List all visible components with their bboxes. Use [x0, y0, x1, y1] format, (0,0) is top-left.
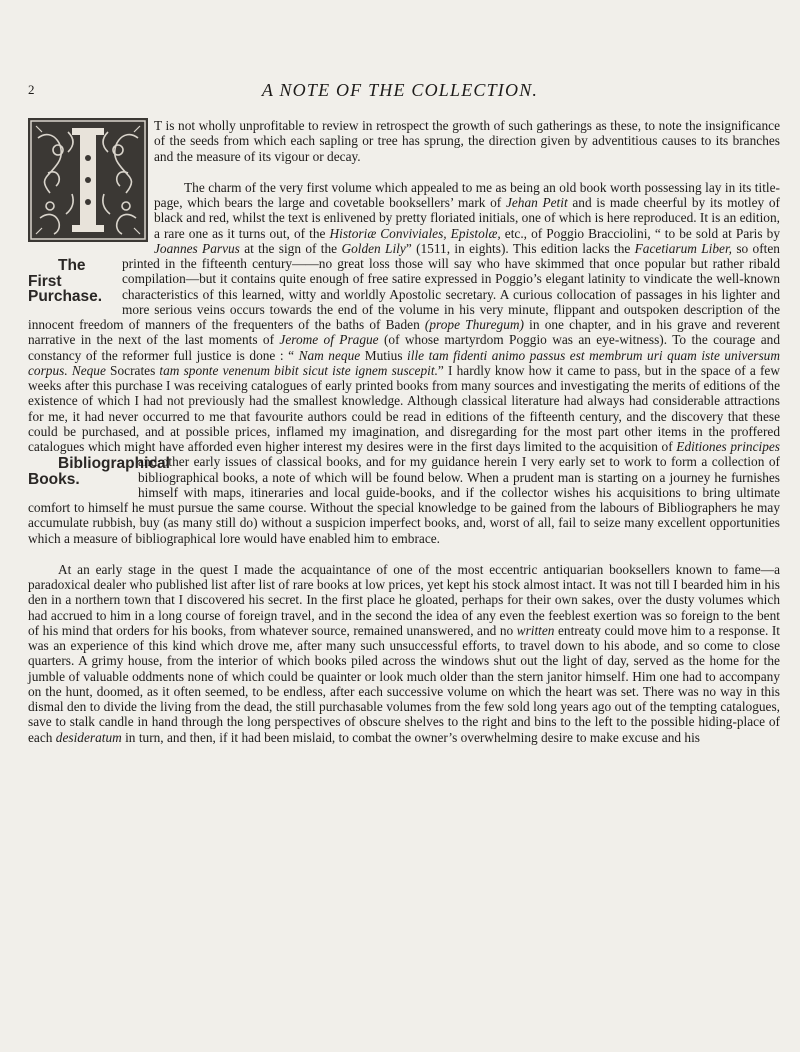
floriated-initial-i-icon: [28, 118, 148, 242]
running-title: A NOTE OF THE COLLECTION.: [261, 80, 539, 100]
running-head: [0, 82, 800, 104]
side-heading-first-purchase: The First Purchase.: [28, 257, 103, 305]
paragraph-first-purchase: The charm of the very first volume which appealed to me as being an old book worth possessing lay in its title-page, which bears the large and covetable booksellers’ mark of Jehan Petit and is made cheerful by its motley of black and red, whilst the text is enlivened by pretty floriated initials, one of which is here reproduced. It is an edition, a rare one as it turns out, of the Historiæ Conviviales, Epistolæ, etc., of Poggio Bracciolini, “ to be sold at Paris by Joannes Parvus at the sign of the Golden Lily” (1511, in eights). This edition lacks the Facetiarum Liber, The First Purchase. so often printed in the fifteenth century——no great loss those will say who have skimmed that once popular but rather ribald compilation—but it contains quite enough of free satire expressed in Poggio’s elegant latinity to vindicate the well-known characteristics of this learned, witty and worldly Apostolic secretary. A curious collocation of passages in his lighter and more serious veins occurs towards the end of the volume in his very minute, flippant and outspoken description of the innocent freedom of manners of the frequenters of the baths of Baden (prope Thuregum) in one chapter, and in his grave and reverent narrative in the next of the last moments of Jerome of Prague (of whose martyrdom Poggio was an eye-witness). To the courage and constancy of the reformer full justice is done : “ Nam neque Mutius ille tam fidenti animo passus est membrum uri quam iste universum corpus. Neque Socrates tam sponte venenum bibit sicut iste ignem suscepit.” I hardly know how it came to pass, but in the space of a few weeks after this purchase I was receiving catalogues of early printed books from many sources and investigating the merits of editions of the existence of which I had not previously had the smallest knowledge. Although classical literature had always had considerable attractions for me, it had never occurred to me that favourite authors could be read in editions of the fifteenth century, and the discovery that these could be purchased, and at possible prices, inflamed my imagination, and disregarding for the most part other items in the proffered catalogues which might have afforded even higher interest my desires were in the first days limited to the acquisition of Editiones principes Bibliographical Books. and other early issues of classical books, and for my guidance herein I very early set to work to form a collection of bibliographical books, a note of which will be found below. When a prudent man is starting on a journey he furnishes himself with maps, itineraries and local guide-books, and if the collector wishes his acquisitions to bring ultimate comfort to himself he must pursue the same course. Without the special knowledge to be gained from the labours of Bibliographers he may accumulate rubbish, buy (as many still do) without a suspicion imperfect books, and, worst of all, fail to seize many excellent opportunities which a measure of bibliographical lore would have enabled him to embrace.: [28, 179, 780, 546]
side-heading-bibliographical-books: Bibliographical Books.: [28, 455, 170, 488]
paragraph-intro: T is not wholly unprofitable to review in retrospect the growth of such gatherings as these, to note the insignificance of the seeds from which each sapling or tree has sprung, the direction given by adventitious causes to its branches and the measure of its vigour or decay.: [154, 118, 780, 164]
page-number: 2: [28, 82, 35, 97]
body-text: [28, 118, 780, 745]
paragraph-antiquarian-bookseller: At an early stage in the quest I made the acquaintance of one of the most eccentric antiquarian booksellers known to fame—a paradoxical dealer who published list after list of rare books at low prices, yet kept his stock almost intact. It was not till I bearded him in his den in a northern town that I discovered his secret. In the first place he gloated, perhaps for their own sakes, over the dusty volumes which had accrued to him in a long course of foreign travel, and in the second the idea of any even the feeblest exertion was so foreign to the bent of his mind that orders for his books, from whatever source, remained unanswered, and no written entreaty could move him to a response. It was an experience of this kind which drove me, after many such unsuccessful efforts, to travel down to his abode, and so come to close quarters. A grimy house, from the interior of which books piled across the windows shut out the light of day, served as the home for the jumble of valuable oddments none of which could be quainter or look much older than the stern janitor himself. Him one had to accompany on the hunt, doomed, as it often seemed, to be endless, after each successive volume on which the heart was set. There was no way in this dismal den to divide the living from the dead, the still purchasable volumes from the few sold long years ago out of the tempting catalogues, save to stalk candle in hand through the long perspectives of obscure shelves to the right and bins to the left to the possible hiding-place of each desideratum in turn, and then, if it had been mislaid, to combat the owner’s overwhelming desire to make excuse and his: [28, 561, 780, 745]
